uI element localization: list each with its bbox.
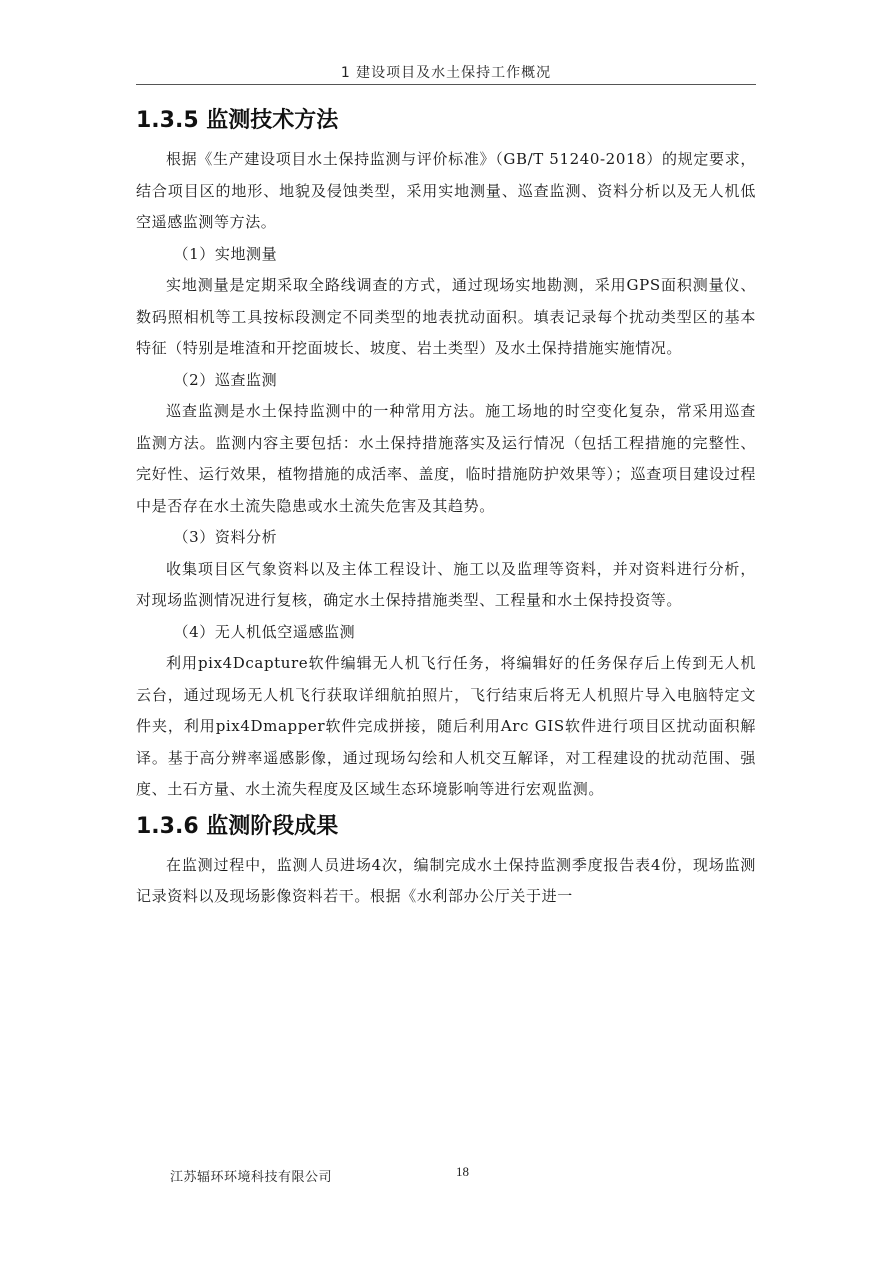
method-heading-patrol: （2）巡查监测 — [173, 370, 278, 389]
footer-company-name: 江苏辐环环境科技有限公司 — [170, 1170, 333, 1185]
method-text-field-survey: 实地测量是定期采取全路线调查的方式，通过现场实地勘测，采用GPS面积测量仪、数码照相机等工具按标段测定不同类型的地表扰动面积。填表记录每个扰动类型区的基本特征（特别是堆渣和开挖面坡长、坡度、岩土类型）及水土保持措施实施情况。 — [136, 276, 756, 357]
methods-intro-paragraph: 根据《生产建设项目水土保持监测与评价标准》（GB/T 51240-2018）的规定要求，结合项目区的地形、地貌及侵蚀类型，采用实地测量、巡查监测、资料分析以及无人机低空遥感监测等方法。 — [136, 150, 756, 231]
method-text-patrol: 巡查监测是水土保持监测中的一种常用方法。施工场地的时空变化复杂，常采用巡查监测方法。监测内容主要包括：水土保持措施落实及运行情况（包括工程措施的完整性、完好性、运行效果，植物措施的成活率、盖度，临时措施防护效果等）；巡查项目建设过程中是否存在水土流失隐患或水土流失危害及其趋势。 — [136, 402, 756, 515]
method-heading-data-analysis: （3）资料分析 — [173, 528, 278, 546]
method-heading-field-survey: （1）实地测量 — [173, 244, 278, 263]
method-text-data-analysis: 收集项目区气象资料以及主体工程设计、施工以及监理等资料，并对资料进行分析，对现场监测情况进行复核，确定水土保持措施类型、工程量和水土保持投资等。 — [136, 559, 756, 609]
document-body — [136, 104, 756, 913]
running-header: 1 建设项目及水土保持工作概况 — [340, 65, 552, 81]
stage-results-paragraph: 在监测过程中，监测人员进场4次，编制完成水土保持监测季度报告表4份，现场监测记录资料以及现场影像资料若干。根据《水利部办公厅关于进一 — [136, 855, 756, 905]
section-heading-stage-results: 1.3.6 监测阶段成果 — [136, 813, 339, 839]
header-divider — [136, 84, 756, 85]
section-heading-monitoring-methods: 1.3.5 监测技术方法 — [136, 108, 339, 133]
page-number: 18 — [456, 1164, 469, 1179]
method-text-uav-remote-sensing: 利用pix4Dcapture软件编辑无人机飞行任务，将编辑好的任务保存后上传到无人机云台，通过现场无人机飞行获取详细航拍照片，飞行结束后将无人机照片导入电脑特定文件夹，利用pix4Dmapper软件完成拼接，随后利用Arc GIS软件进行项目区扰动面积解译。基于高分辨率遥感影像，通过现场勾绘和人机交互解译，对工程建设的扰动范围、强度、土石方量、水土流失程度及区域生态环境影响等进行宏观监测。 — [136, 654, 756, 798]
method-heading-uav-remote-sensing: （4）无人机低空遥感监测 — [173, 622, 356, 641]
